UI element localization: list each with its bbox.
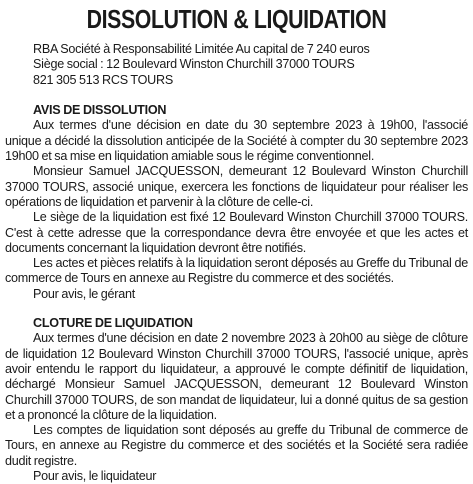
- dissolution-signature: Pour avis, le gérant: [33, 286, 136, 301]
- notice-title: DISSOLUTION & LIQUIDATION: [86, 4, 387, 34]
- company-registration: 821 305 513 RCS TOURS: [33, 72, 173, 87]
- dissolution-paragraph: Les actes et pièces relatifs à la liquidation seront déposés au Greffe du Tribunal de commerce de Tours en annexe au Registre du commerce et des sociétés.: [5, 256, 468, 286]
- dissolution-paragraph: Le siège de la liquidation est fixé 12 Boulevard Winston Churchill 37000 TOURS. C'est à cette adresse que la correspondance devra être envoyée et que les actes et documents concernant la liquidation devront être notifiés.: [5, 210, 468, 255]
- company-address: Siège social : 12 Boulevard Winston Churchill 37000 TOURS: [33, 57, 355, 72]
- closure-paragraph: Aux termes d'une décision en date 2 novembre 2023 à 20h00 au siège de clôture de liquidation 12 Boulevard Winston Churchill 37000 TOURS, l'associé unique, après avoir entendu le rapport du liquidateur, a approuvé le compte définitif de liquidation, déchargé Monsieur Samuel JACQUESSON, demeurant 12 Boulevard Winston Churchill 37000 TOURS, de son mandat de liquidateur, lui a donné quitus de sa gestion et a prononcé la clôture de la liquidation.: [5, 331, 468, 422]
- closure-signature: Pour avis, le liquidateur: [33, 469, 157, 484]
- legal-notice: [5, 0, 468, 484]
- closure-paragraph: Les comptes de liquidation sont déposés au greffe du Tribunal de commerce de Tours, en annexe au Registre du commerce et des sociétés et la Société sera radiée dudit registre.: [5, 423, 468, 468]
- company-legal-form: RBA Société à Responsabilité Limitée Au capital de 7 240 euros: [33, 42, 370, 56]
- dissolution-heading: AVIS DE DISSOLUTION: [33, 103, 167, 118]
- spacer: [5, 302, 468, 316]
- dissolution-paragraph: Monsieur Samuel JACQUESSON, demeurant 12 Boulevard Winston Churchill 37000 TOURS, associé unique, exercera les fonctions de liquidateur pour réaliser les opérations de liquidation et parvenir à la clôture de celle-ci.: [5, 164, 468, 209]
- dissolution-paragraph: Aux termes d'une décision en date du 30 septembre 2023 à 19h00, l'associé unique a décidé la dissolution anticipée de la Société à compter du 30 septembre 2023 19h00 et sa mise en liquidation amiable sous le régime conventionnel.: [5, 118, 468, 164]
- notice-body: [5, 42, 468, 484]
- closure-heading: CLOTURE DE LIQUIDATION: [33, 316, 193, 331]
- spacer: [5, 88, 468, 103]
